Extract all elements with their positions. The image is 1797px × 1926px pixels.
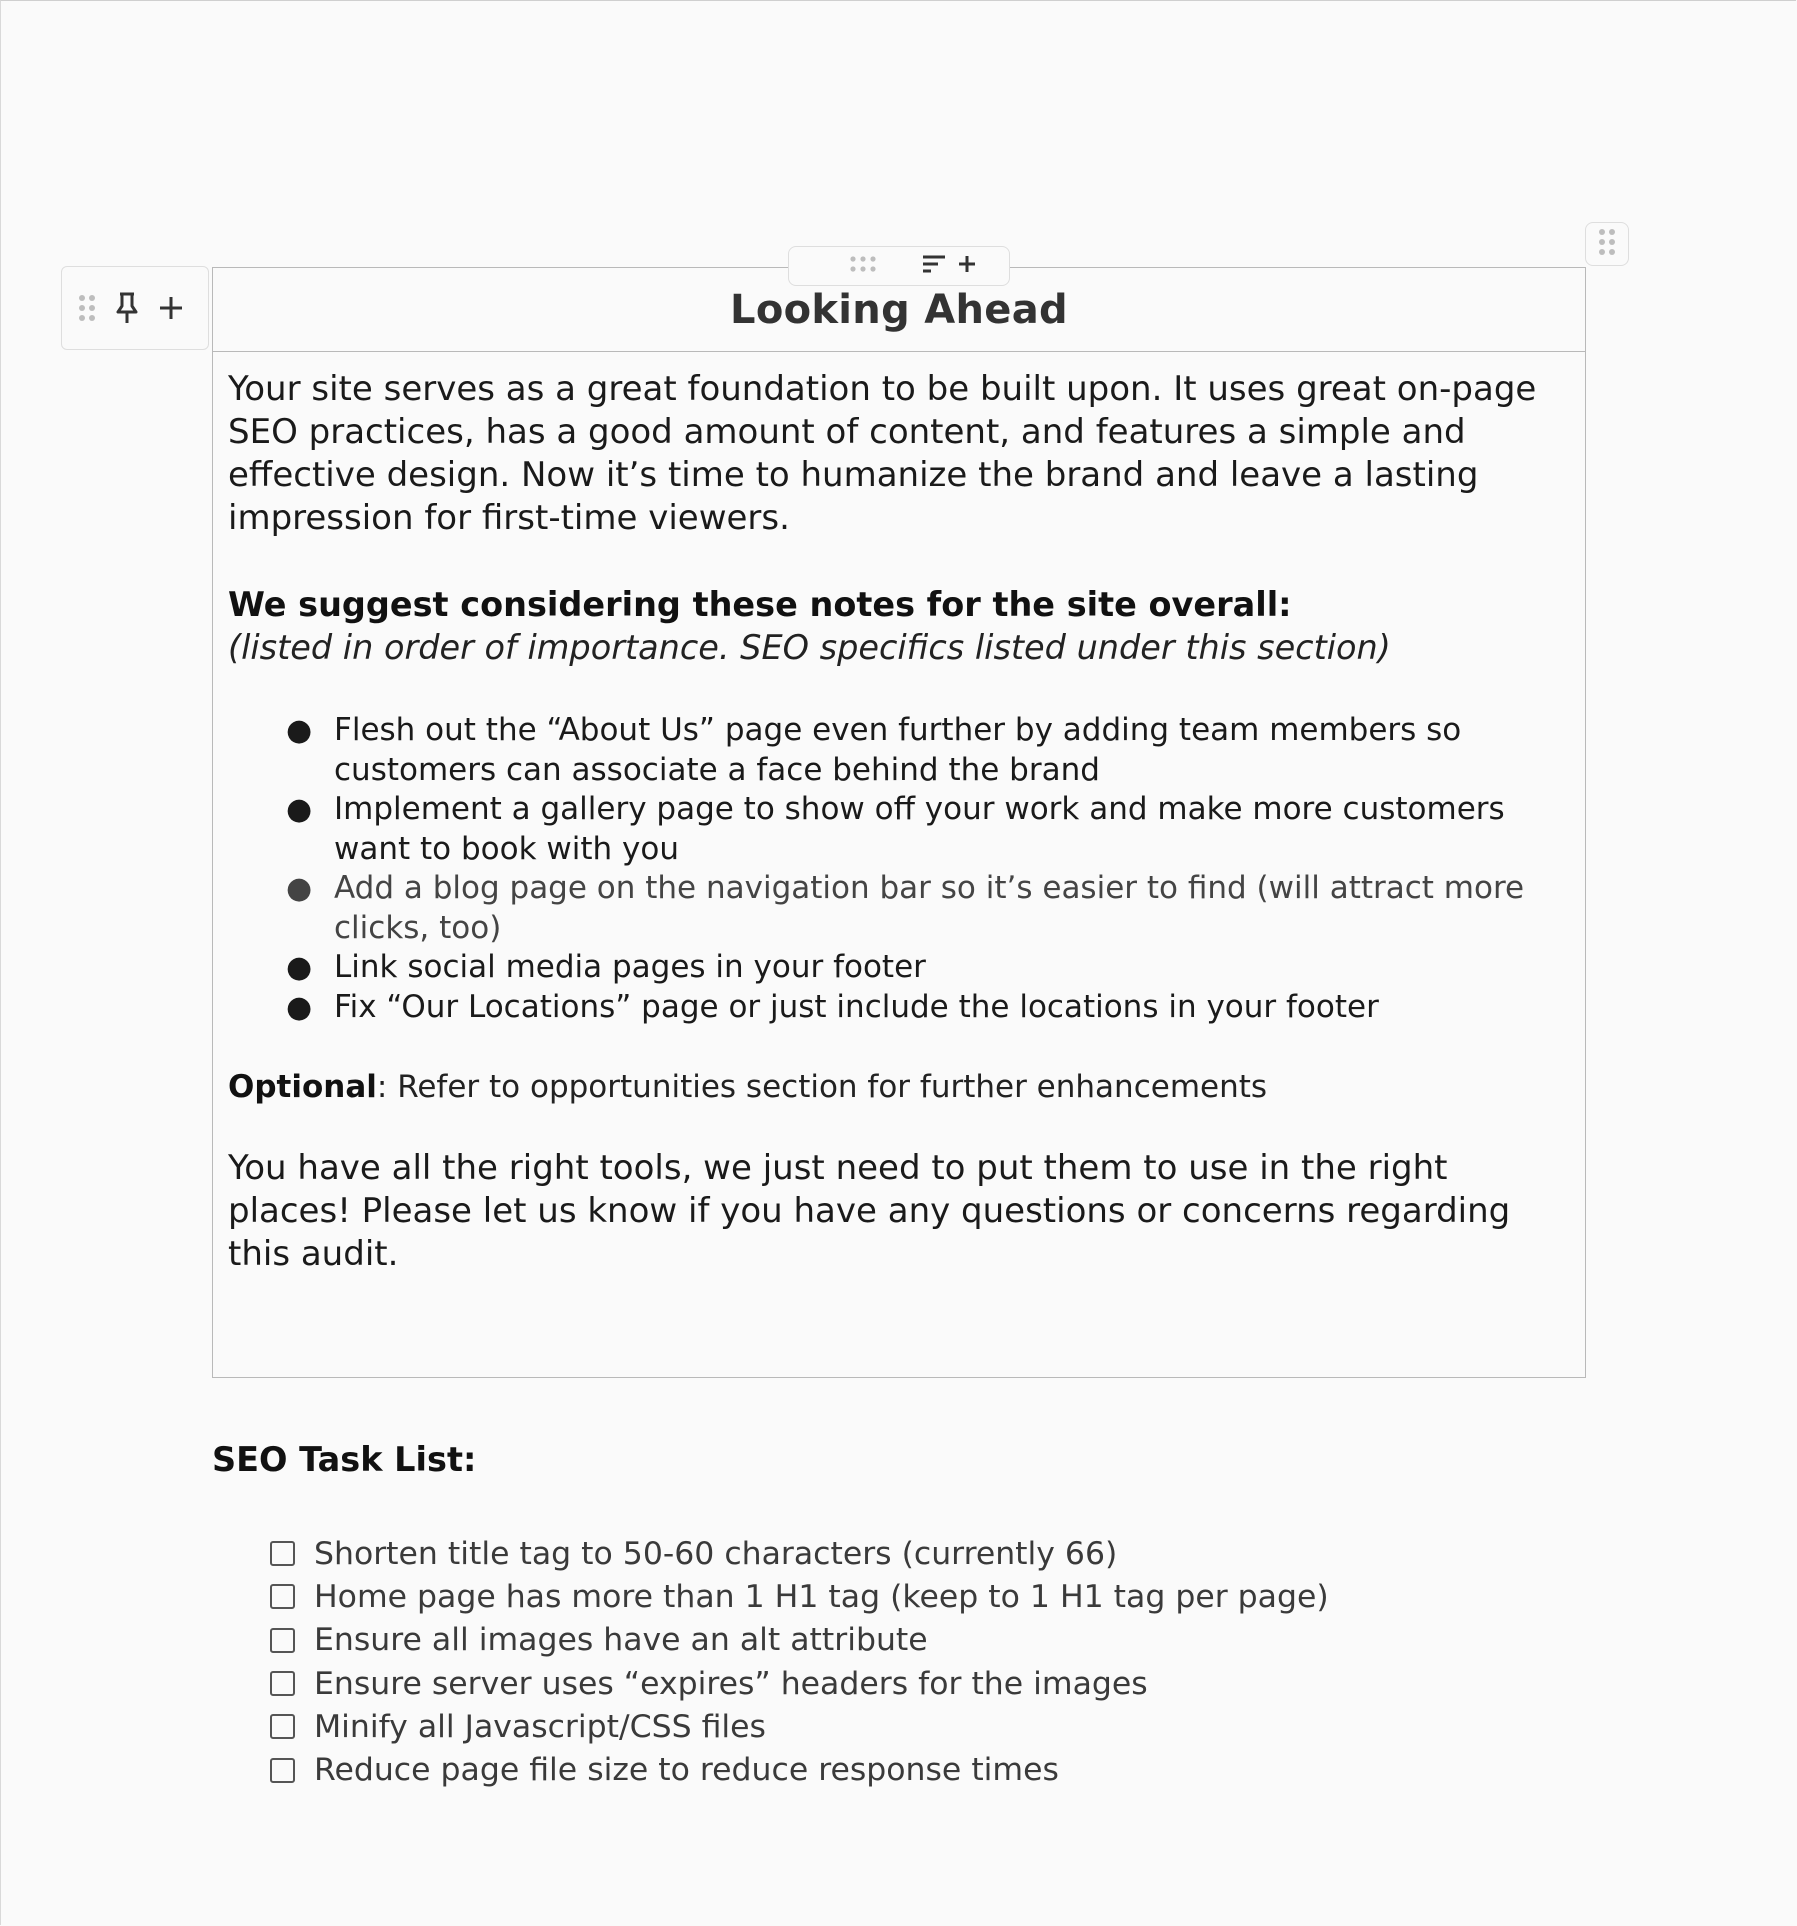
bullet-icon: ● bbox=[286, 713, 313, 748]
block-toolbar bbox=[61, 266, 209, 350]
task-checkbox[interactable] bbox=[270, 1671, 295, 1696]
drag-handle-icon[interactable] bbox=[849, 255, 877, 277]
task-item bbox=[270, 1748, 1329, 1791]
list-item-text: Flesh out the “About Us” page even further by adding team members so customers can associate a face behind the brand bbox=[334, 712, 1462, 788]
bullet-icon: ● bbox=[286, 950, 313, 985]
column-handle[interactable] bbox=[1585, 222, 1629, 266]
looking-ahead-table bbox=[212, 267, 1586, 1378]
task-text: Ensure all images have an alt attribute bbox=[314, 1622, 928, 1659]
bullet-icon: ● bbox=[286, 989, 313, 1025]
task-item bbox=[270, 1575, 1329, 1618]
drag-handle-icon[interactable] bbox=[78, 293, 96, 323]
list-item bbox=[228, 988, 1571, 1028]
pin-icon[interactable] bbox=[114, 291, 140, 325]
list-item-text: Link social media pages in your footer bbox=[334, 949, 926, 985]
task-item bbox=[270, 1619, 1329, 1662]
table-title: Looking Ahead bbox=[730, 286, 1068, 333]
plus-icon[interactable] bbox=[957, 254, 977, 278]
task-item bbox=[270, 1705, 1329, 1748]
suggestion-list bbox=[228, 711, 1571, 1027]
task-checkbox[interactable] bbox=[270, 1584, 295, 1609]
task-checkbox[interactable] bbox=[270, 1758, 295, 1783]
task-text: Minify all Javascript/CSS files bbox=[314, 1708, 766, 1745]
task-checkbox[interactable] bbox=[270, 1714, 295, 1739]
task-checkbox[interactable] bbox=[270, 1541, 295, 1566]
task-list-title: SEO Task List: bbox=[212, 1440, 477, 1479]
plus-icon[interactable] bbox=[158, 295, 184, 321]
task-list bbox=[270, 1532, 1329, 1792]
optional-label: Optional bbox=[228, 1069, 377, 1105]
list-item bbox=[228, 948, 1571, 988]
drag-handle-icon[interactable] bbox=[1598, 228, 1616, 260]
bullet-icon: ● bbox=[286, 792, 313, 827]
task-text: Shorten title tag to 50-60 characters (currently 66) bbox=[314, 1535, 1118, 1572]
task-item bbox=[270, 1662, 1329, 1705]
task-text: Reduce page file size to reduce response times bbox=[314, 1752, 1059, 1789]
list-item bbox=[228, 869, 1571, 948]
closing-paragraph: You have all the right tools, we just need to put them to use in the right places! Please let us know if you have any questions or concerns regarding this audit. bbox=[228, 1148, 1511, 1274]
table-toolbar bbox=[788, 246, 1010, 286]
task-text: Home page has more than 1 H1 tag (keep to 1 H1 tag per page) bbox=[314, 1578, 1329, 1615]
bullet-icon: ● bbox=[286, 871, 313, 906]
list-item bbox=[228, 790, 1571, 869]
suggest-note: (listed in order of importance. SEO specifics listed under this section) bbox=[228, 628, 1391, 667]
table-actions bbox=[921, 254, 977, 278]
intro-paragraph: Your site serves as a great foundation to be built upon. It uses great on-page SEO practices, has a good amount of content, and features a simple and effective design. Now it’s time to humanize the brand and leave a lasting impression for first-time viewers. bbox=[228, 369, 1537, 538]
optional-note bbox=[228, 1067, 1571, 1107]
suggest-heading: We suggest considering these notes for the site overall: bbox=[228, 585, 1292, 624]
list-item-text: Implement a gallery page to show off your work and make more customers want to book with you bbox=[334, 791, 1505, 867]
optional-text: : Refer to opportunities section for further enhancements bbox=[376, 1069, 1268, 1105]
task-checkbox[interactable] bbox=[270, 1628, 295, 1653]
table-body-cell[interactable] bbox=[213, 352, 1585, 1276]
task-item bbox=[270, 1532, 1329, 1575]
list-item-text: Fix “Our Locations” page or just include the locations in your footer bbox=[334, 988, 1379, 1025]
sort-icon[interactable] bbox=[921, 254, 947, 278]
task-text: Ensure server uses “expires” headers for the images bbox=[314, 1665, 1148, 1702]
list-item-text: Add a blog page on the navigation bar so it’s easier to find (will attract more clicks, too) bbox=[334, 870, 1525, 946]
list-item bbox=[228, 711, 1571, 790]
